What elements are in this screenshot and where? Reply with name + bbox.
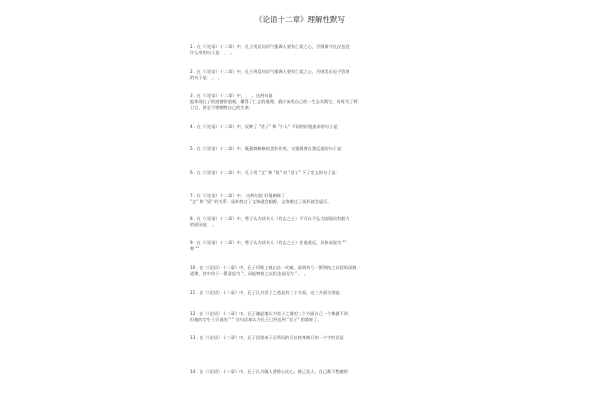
question-9-line-1: 9 . 在《（论语）十二章》中，曾子认为读书人（有志之士）任重道远，具体表现为 "" [190, 240, 347, 245]
question-6: 6 . 在《（论语）十二章》中，孔子用 "文" 和 "质" 对 "君子" 下了定义的句子是： [190, 170, 340, 175]
question-1-line-1: 1 . 在《（论语）十二章》中，孔子用反问语气强调人要有仁爱之心，否则谁守礼仪也没 [190, 44, 350, 49]
question-2-line-1: 2 . 在《（论语）十二章》中，孔子用反问语气强调人要有仁爱之心，否则美乐也不管用 [190, 69, 350, 74]
question-5: 5 . 在《（论语）十二章》中，既强调修修的美好作用，又强调要自我反思的句子是： [190, 146, 346, 151]
question-12-line-1: 12 . 在《（论语）十二章》中，孔子谦虚地认为君子之道的三个方面自己一个都做不到. [190, 311, 350, 316]
question-13: 13 . 在《（论语）十二章》中，孔子回答弟子贡所问的可以终身践行的一个字的话是 [190, 335, 344, 340]
question-11: 11 . 在《（论语）十二章》中，孔子认为君子之道是有三个方面，这三方面分别是： [190, 290, 344, 295]
question-10-line-2: 道理，其中功亏一篑意思为 "，而能够持之以恒也是因为 " ， 。 [190, 271, 309, 276]
question-12-line-2: 但他的学生子贡说的 " " 这句话却认为孔子已经达到 "君子" 的境界了。 [190, 317, 322, 322]
question-2-line-2: 的句子是： ， 。 [190, 75, 222, 80]
question-3-line-3: 卫它，甚至不惜牺牲自己的生命。 [190, 105, 253, 110]
question-4: 4 . 在《（论语）十二章》中，反映了 "君子" 和 "小人" 不同的价值追求的句子是： [190, 124, 342, 129]
question-7-line-1: 7 . 在《（论语）十二章》中， 这两句很 好地阐释了 [190, 193, 286, 198]
question-9-line-2: 和 "" [190, 246, 200, 251]
question-14: 14 . 在《（论语）十二章》中，孔子认为做人要将心比心，推己及人，自己都不想做的 [190, 369, 348, 374]
question-10-line-1: 10 . 在《（论语）十二章》中，孔子用堆上观山这一比喻，说明功亏一篑和持之以恒的深刻 [190, 265, 357, 270]
question-3-line-1: 3 . 在《（论语）十二章》中， ， 。这两句最 [190, 93, 273, 98]
question-1-line-2: 什么用的句子是： ， 。 [190, 50, 235, 55]
question-8-line-1: 8 . 在《（论语）十二章》中，曾子认为读书人（有志之士）不可以不弘大刚强而有毅力 [190, 216, 350, 221]
question-7-line-2: "文" 和 "质" 的关系：质朴胜过了文饰就会粗野，文饰胜过了质朴就会虚浮。 [190, 199, 332, 204]
question-3-line-2: 能体现孔子的道德价值观，懂得了仁义的道理，就应该用自己的一生去实践它，有时为了捍 [190, 99, 358, 104]
question-8-line-2: 的原因是： 。 [190, 222, 217, 227]
page-title: 《论语十二章》理解性默写 [255, 15, 345, 24]
